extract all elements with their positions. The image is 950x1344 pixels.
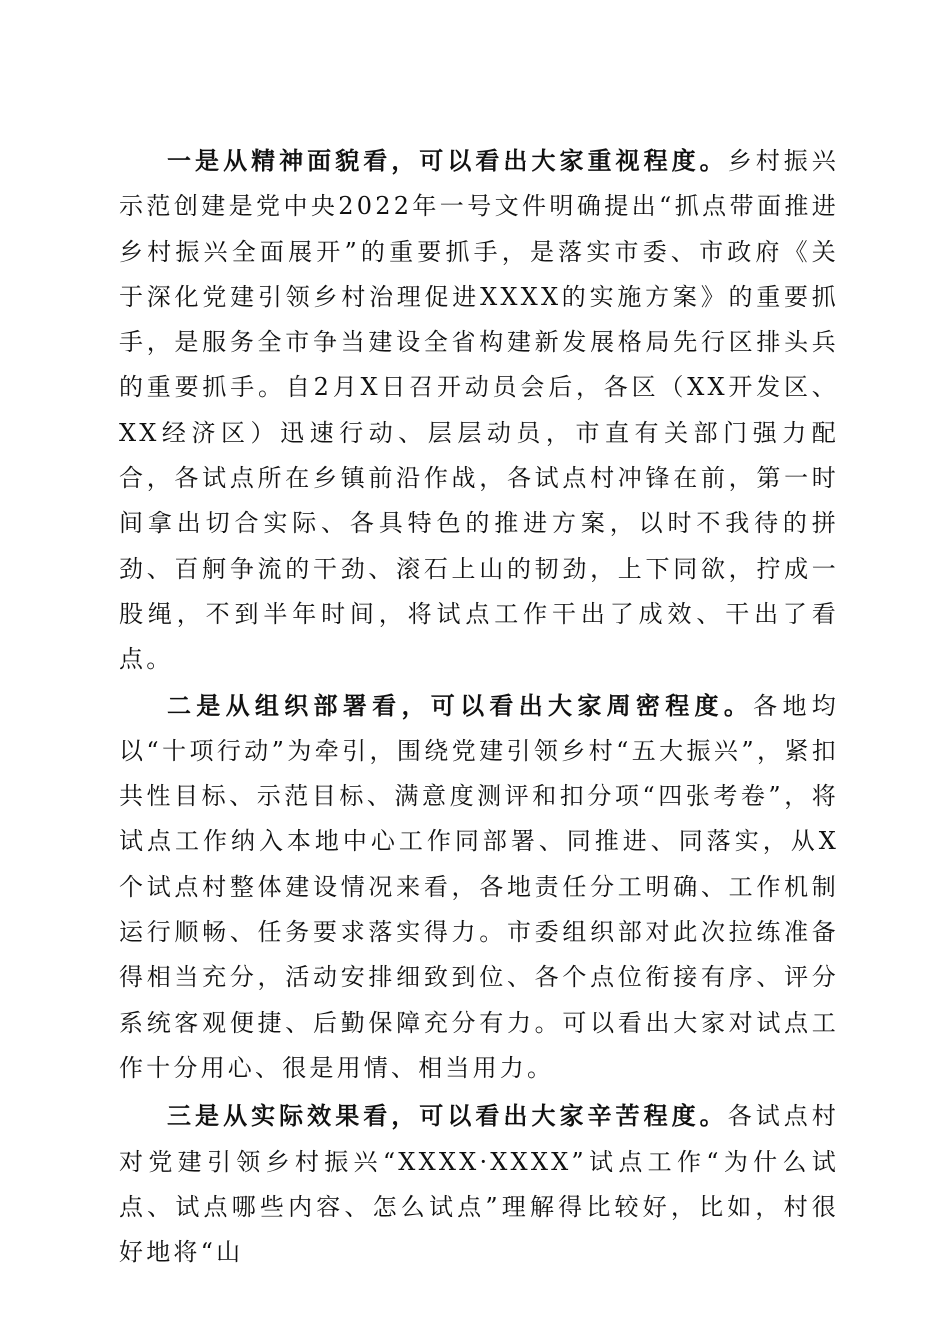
paragraph-3 bbox=[119, 1093, 839, 1275]
paragraph-1-lead: 一是从精神面貌看，可以看出大家重视程度。 bbox=[167, 146, 728, 175]
paragraph-1 bbox=[119, 138, 839, 683]
paragraph-3-lead: 三是从实际效果看，可以看出大家辛苦程度。 bbox=[167, 1101, 728, 1131]
paragraph-3-body: 各试点村对党建引领乡村振兴“XXXX·XXXX”试点工作“为什么试点、试点哪些内容、怎么试点”理解得比较好，比如，村很好地将“山 bbox=[119, 1102, 839, 1267]
paragraph-1-body: 乡村振兴示范创建是党中央2022年一号文件明确提出“抓点带面推进乡村振兴全面展开”的重要抓手，是落实市委、市政府《关于深化党建引领乡村治理促进XXXX的实施方案》的重要抓手，是服务全市争当建设全省构建新发展格局先行区排头兵的重要抓手。自2月X日召开动员会后，各区（XX开发区、XX经济区）迅速行动、层层动员，市直有关部门强力配合，各试点所在乡镇前沿作战，各试点村冲锋在前，第一时间拿出切合实际、各具特色的推进方案，以时不我待的拼劲、百舸争流的干劲、滚石上山的韧劲，上下同欲，拧成一股绳，不到半年时间，将试点工作干出了成效、干出了看点。 bbox=[119, 147, 839, 674]
paragraph-2-lead: 二是从组织部署看，可以看出大家周密程度。 bbox=[167, 690, 754, 720]
paragraph-2 bbox=[119, 683, 839, 1092]
document-body bbox=[119, 138, 839, 1275]
paragraph-2-body: 各地均以“十项行动”为牵引，围绕党建引领乡村“五大振兴”，紧扣共性目标、示范目标、满意度测评和扣分项“四张考卷”，将试点工作纳入本地中心工作同部署、同推进、同落实，从X个试点村整体建设情况来看，各地责任分工明确、工作机制运行顺畅、任务要求落实得力。市委组织部对此次拉练准备得相当充分，活动安排细致到位、各个点位衔接有序、评分系统客观便捷、后勤保障充分有力。可以看出大家对试点工作十分用心、很是用情、相当用力。 bbox=[119, 691, 839, 1082]
